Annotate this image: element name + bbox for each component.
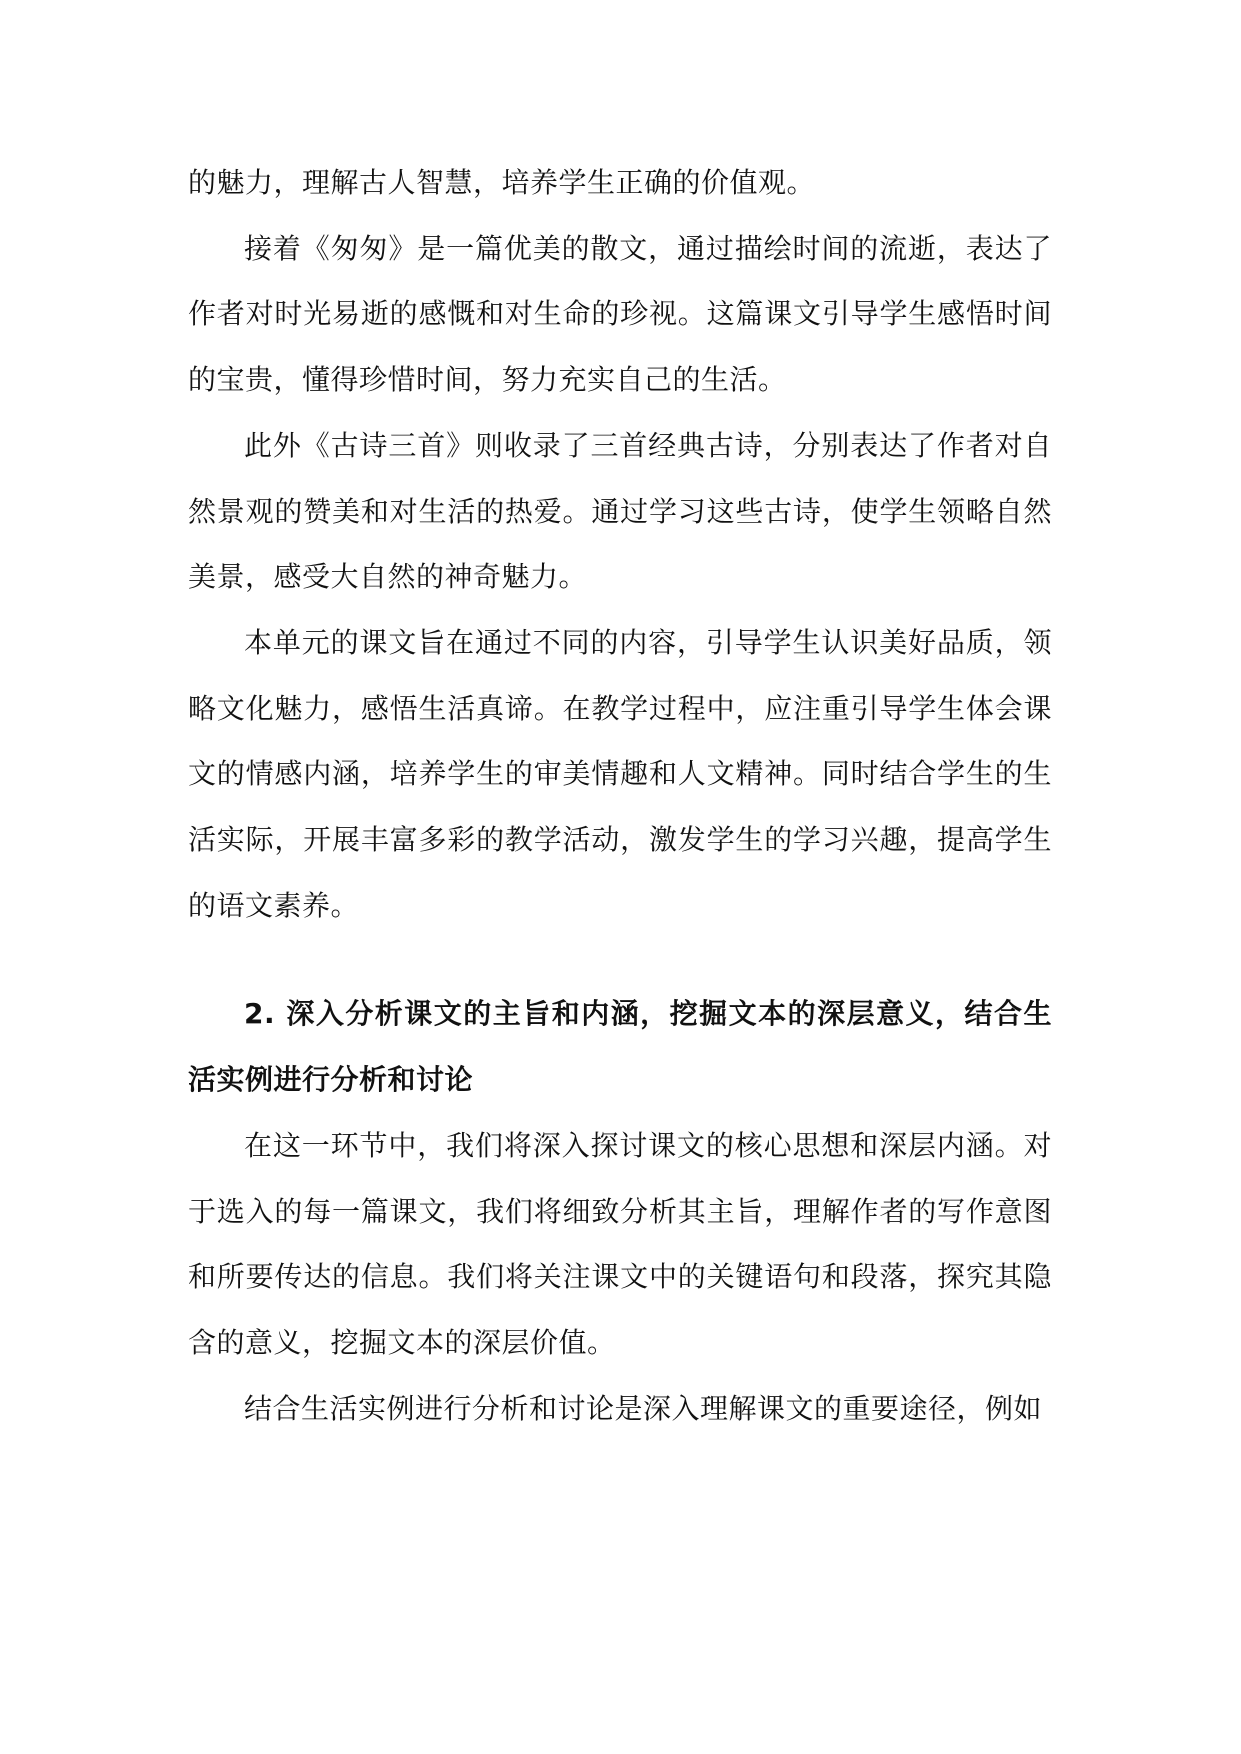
paragraph-unit-summary: 本单元的课文旨在通过不同的内容，引导学生认识美好品质，领略文化魅力，感悟生活真谛。在教学过程中，应注重引导学生体会课文的情感内涵，培养学生的审美情趣和人文精神。同时结合学生的生活实际，开展丰富多彩的教学活动，激发学生的学习兴趣，提高学生的语文素养。 xyxy=(188,625,1052,922)
paragraph-core-analysis: 在这一环节中，我们将深入探讨课文的核心思想和深层内涵。对于选入的每一篇课文，我们将细致分析其主旨，理解作者的写作意图和所要传达的信息。我们将关注课文中的关键语句和段落，探究其隐含的意义，挖掘文本的深层价值。 xyxy=(188,1128,1052,1359)
paragraph-continuation: 的魅力，理解古人智慧，培养学生正确的价值观。 xyxy=(188,166,816,199)
section-heading: 2. 深入分析课文的主旨和内涵，挖掘文本的深层意义，结合生活实例进行分析和讨论 xyxy=(188,997,1052,1097)
paragraph-ancient-poems: 此外《古诗三首》则收录了三首经典古诗，分别表达了作者对自然景观的赞美和对生活的热爱。通过学习这些古诗，使学生领略自然美景，感受大自然的神奇魅力。 xyxy=(188,428,1052,594)
paragraph-congcong: 接着《匆匆》是一篇优美的散文，通过描绘时间的流逝，表达了作者对时光易逝的感慨和对生命的珍视。这篇课文引导学生感悟时间的宝贵，懂得珍惜时间，努力充实自己的生活。 xyxy=(188,231,1052,397)
paragraph-life-examples: 结合生活实例进行分析和讨论是深入理解课文的重要途径，例如 xyxy=(244,1391,1043,1425)
document-page xyxy=(188,150,1052,1441)
